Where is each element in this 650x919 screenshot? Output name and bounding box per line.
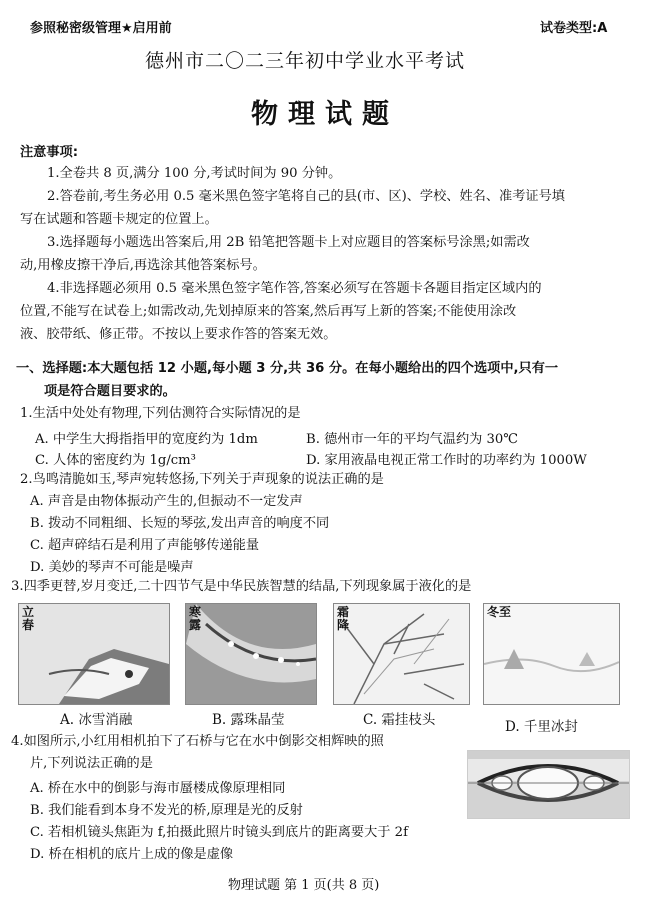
photo-ice-melting [18,603,170,705]
subject-title: 物理试题 [251,99,399,130]
question-4-option-b: B. 我们能看到本身不发光的桥,原理是光的反射 [30,803,303,818]
note-line: 写在试题和答题卡规定的位置上。 [20,212,218,227]
exam-title: 德州市二〇二三年初中学业水平考试 [145,50,466,72]
photo-tag: 冬至 [487,605,512,619]
confidential-label: 参照秘密级管理★启用前 [30,21,172,36]
note-line: 4.非选择题必须用 0.5 毫米黑色签字笔作答,答案必须写在答题卡各题目指定区域内的 [47,281,542,296]
photo-frost-branches [333,603,470,705]
question-2-option-a: A. 声音是由物体振动产生的,但振动不一定发声 [30,494,303,509]
note-line: 动,用橡皮擦干净后,再选涂其他答案标号。 [20,258,266,273]
photo-caption-c: C. 霜挂枝头 [363,712,436,728]
photo-caption-a: A. 冰雪消融 [60,712,133,728]
question-1-stem: 1.生活中处处有物理,下列估测符合实际情况的是 [20,406,301,421]
photo-stone-bridge [467,750,630,819]
paper-type-label: 试卷类型:A [540,21,608,36]
note-line: 1.全卷共 8 页,满分 100 分,考试时间为 90 分钟。 [47,166,342,181]
question-1-option-c: C. 人体的密度约为 1g/cm³ [35,453,196,468]
question-4-stem: 4.如图所示,小红用相机拍下了石桥与它在水中倒影交相辉映的照 [11,734,384,749]
photo-tag: 霜降 [337,605,350,632]
photo-caption-d: D. 千里冰封 [505,719,578,735]
note-line: 2.答卷前,考生务必用 0.5 毫米黑色签字笔将自己的县(市、区)、学校、姓名、准考证号填 [47,189,565,204]
note-line: 液、胶带纸、修正带。不按以上要求作答的答案无效。 [20,327,337,342]
photo-tag: 寒露 [189,605,202,632]
question-2-option-c: C. 超声碎结石是利用了声能够传递能量 [30,538,260,553]
photo-tag: 立春 [22,605,35,632]
note-line: 3.选择题每小题选出答案后,用 2B 铅笔把答题卡上对应题目的答案标号涂黑;如需改 [47,235,530,250]
question-4-option-a: A. 桥在水中的倒影与海市蜃楼成像原理相同 [30,781,286,796]
question-4-option-c: C. 若相机镜头焦距为 f,拍摄此照片时镜头到底片的距离要大于 2f [30,825,408,840]
section-heading-cont: 项是符合题目要求的。 [44,384,176,399]
question-4-option-d: D. 桥在相机的底片上成的像是虚像 [30,847,234,862]
question-2-stem: 2.鸟鸣清脆如玉,琴声宛转悠扬,下列关于声现象的说法正确的是 [20,472,384,487]
question-3-stem: 3.四季更替,岁月变迁,二十四节气是中华民族智慧的结晶,下列现象属于液化的是 [11,579,472,594]
photo-caption-b: B. 露珠晶莹 [212,712,285,728]
section-heading: 一、选择题:本大题包括 12 小题,每小题 3 分,共 36 分。在每小题给出的四个选项中,只有一 [16,361,559,376]
question-2-option-d: D. 美妙的琴声不可能是噪声 [30,560,194,575]
photo-dew-drops [185,603,317,705]
question-1-option-a: A. 中学生大拇指指甲的宽度约为 1dm [35,432,258,447]
question-1-option-d: D. 家用液晶电视正常工作时的功率约为 1000W [306,453,587,468]
question-4-stem-cont: 片,下列说法正确的是 [30,756,153,771]
question-2-option-b: B. 拨动不同粗细、长短的琴弦,发出声音的响度不同 [30,516,330,531]
page-footer: 物理试题 第 1 页(共 8 页) [228,878,380,893]
photo-frozen-land [483,603,620,705]
notes-heading: 注意事项: [20,145,79,160]
note-line: 位置,不能写在试卷上;如需改动,先划掉原来的答案,然后再写上新的答案;不能使用涂改 [20,304,517,319]
question-1-option-b: B. 德州市一年的平均气温约为 30℃ [306,432,519,447]
